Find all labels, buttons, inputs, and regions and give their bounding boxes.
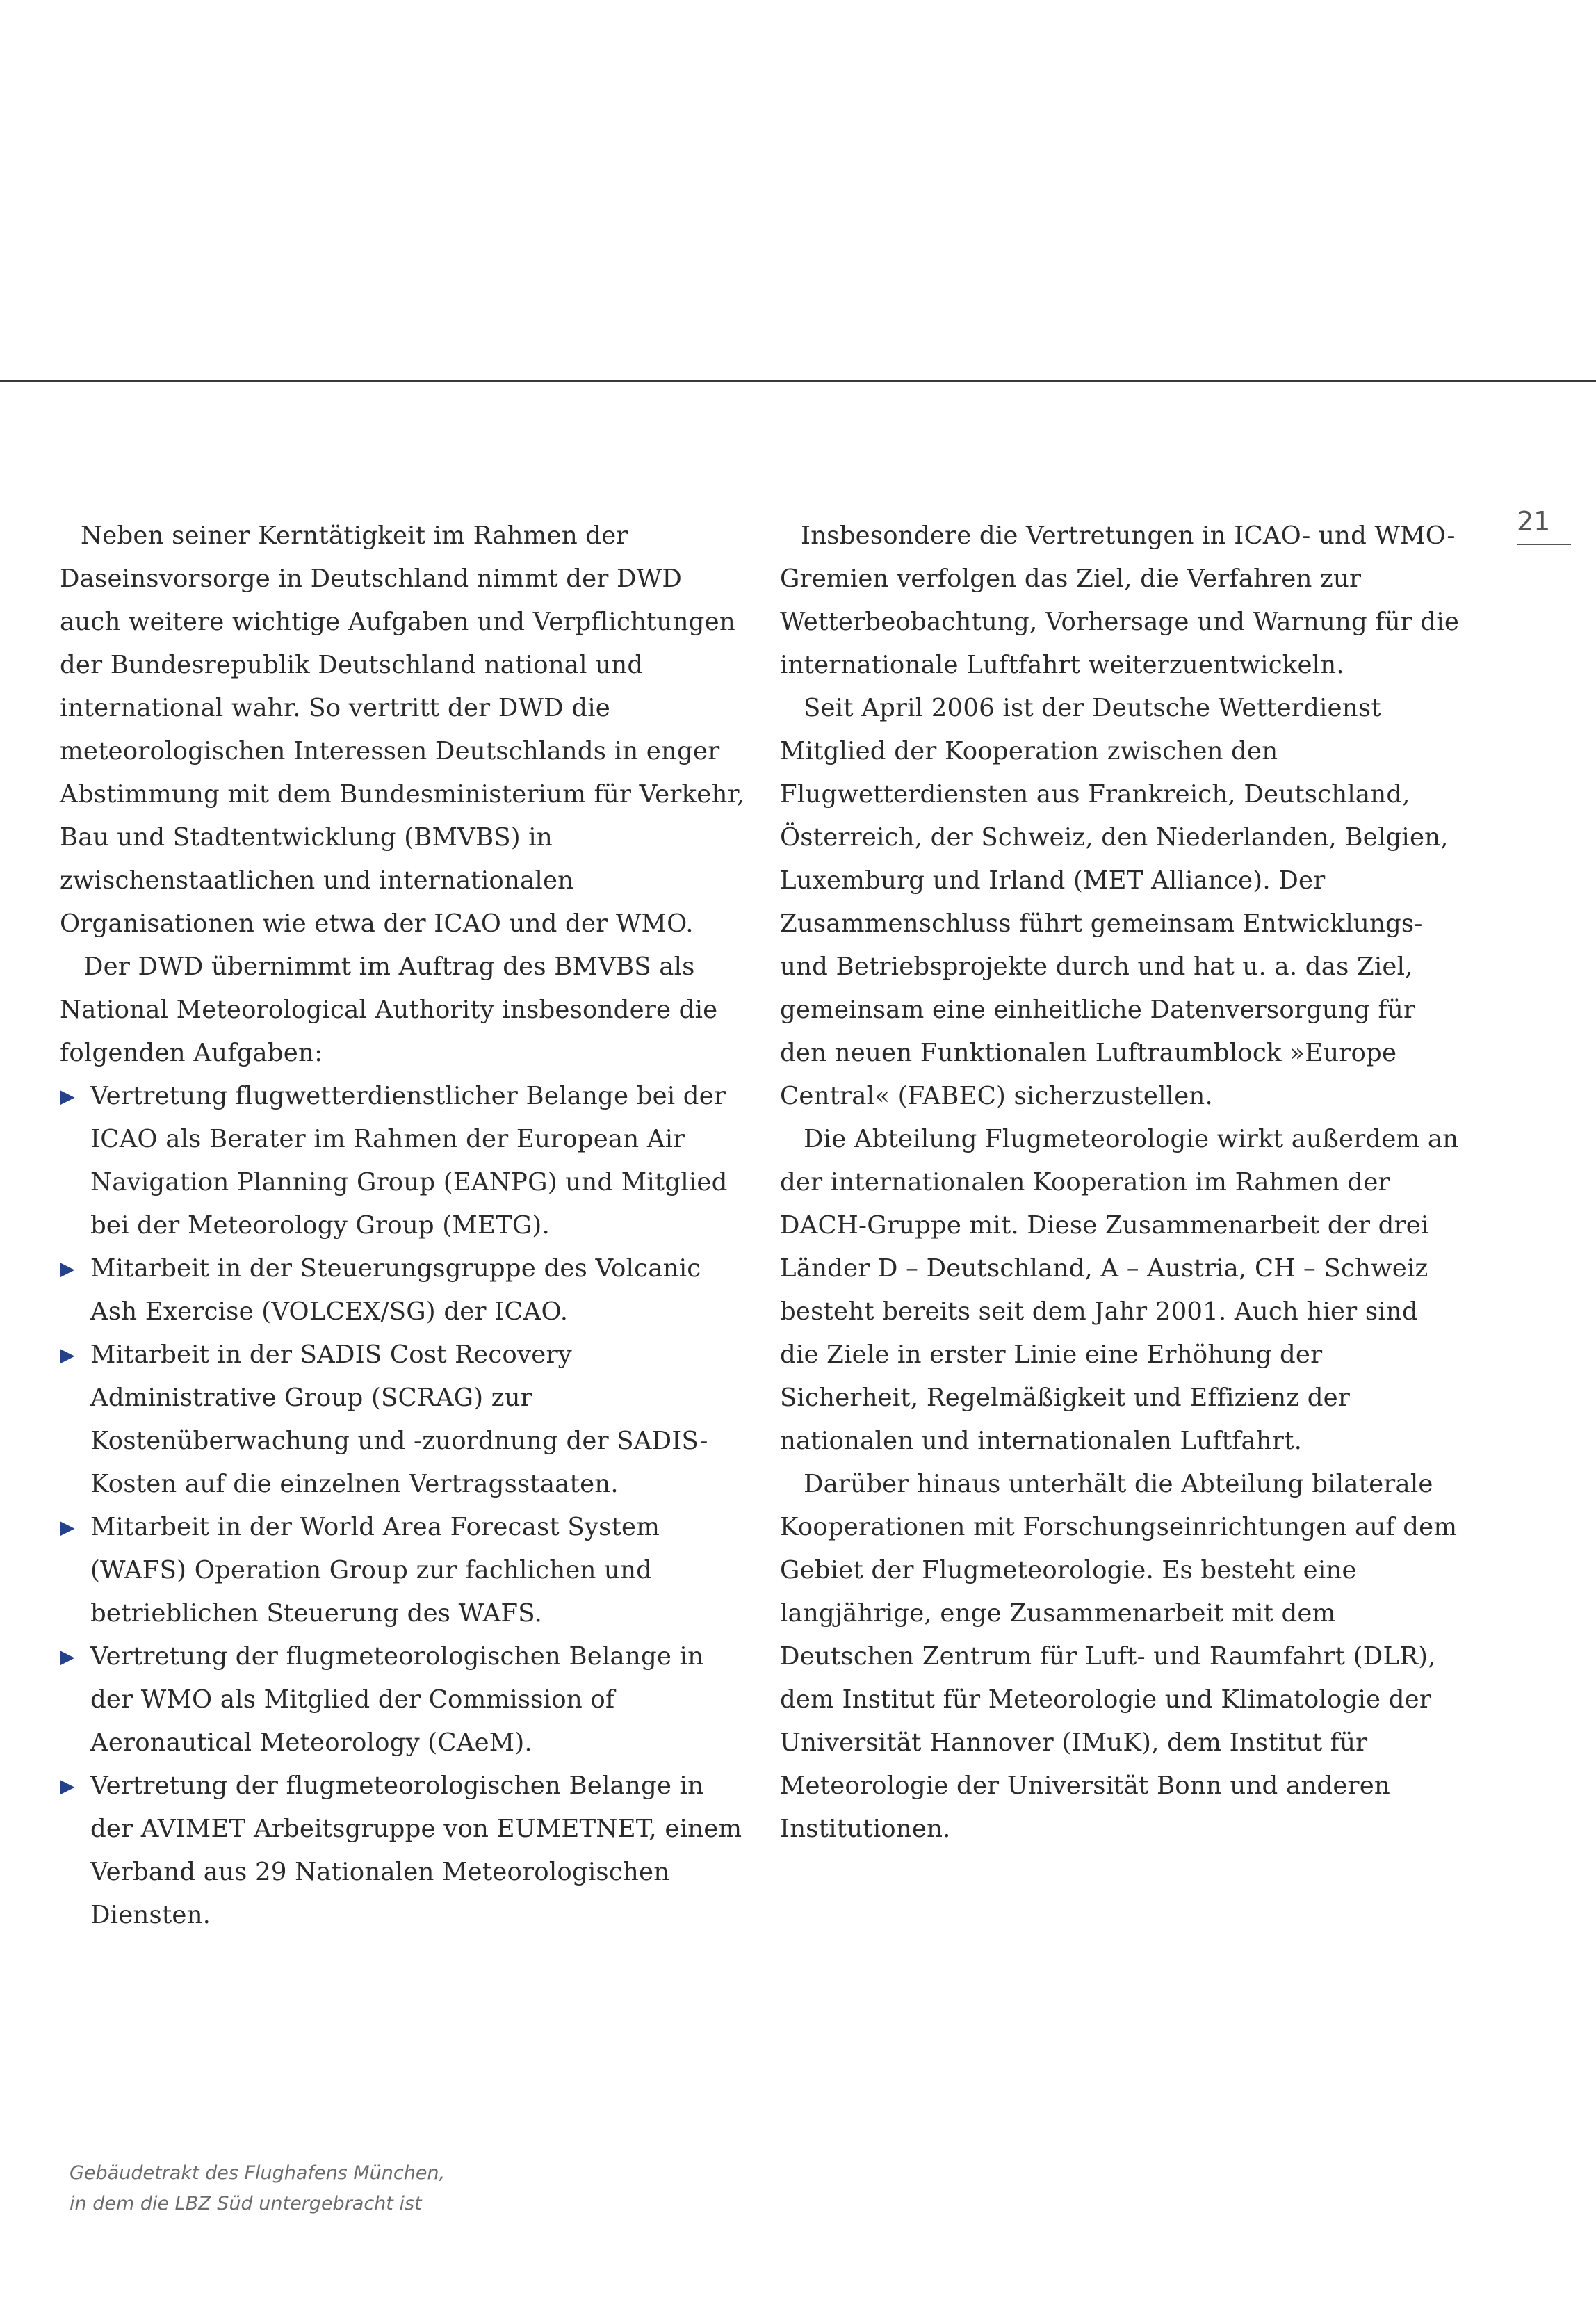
triangle-right-icon: ▶ [60,1343,75,1366]
list-item-text: Vertretung der flugmeteorologischen Belange in der AVIMET Arbeitsgruppe von EUMETNET, einem Verband aus 29 Nationalen Meteorologischen Diensten. [90,1772,742,1929]
paragraph: Seit April 2006 ist der Deutsche Wetterdienst Mitglied der Kooperation zwischen den Flugwetterdiensten aus Frankreich, Deutschland, Österreich, der Schweiz, den Niederlanden, Belgien, Luxemburg und Irland (MET Alliance). Der Zusammenschluss führt gemeinsam Entwicklungs- und Betriebsprojekte durch und hat u. a. das Ziel, gemeinsam eine einheitliche Datenversorgung für den neuen Funktionalen Luftraumblock »Europe Central« (FABEC) sicherzustellen. [780,694,1449,1110]
right-column [780,514,1461,1851]
paragraph: Der DWD übernimmt im Auftrag des BMVBS als National Meteorological Authority insbesondere die folgenden Aufgaben: [60,953,718,1067]
list-item-text: Mitarbeit in der World Area Forecast System (WAFS) Operation Group zur fachlichen und betrieblichen Steuerung des WAFS. [90,1513,660,1628]
left-column [60,514,749,1937]
task-list [60,1075,749,1937]
caption-line: in dem die LBZ Süd untergebracht ist [70,2193,422,2214]
list-item-text: Mitarbeit in der Steuerungsgruppe des Volcanic Ash Exercise (VOLCEX/SG) der ICAO. [90,1254,701,1326]
triangle-right-icon: ▶ [60,1257,75,1280]
caption-line: Gebäudetrakt des Flughafens München, [70,2162,446,2184]
paragraph: Die Abteilung Flugmeteorologie wirkt außerdem an der internationalen Kooperation im Rahmen der DACH-Gruppe mit. Diese Zusammenarbeit der drei Länder D – Deutschland, A – Austria, CH – Schweiz besteht bereits seit dem Jahr 2001. Auch hier sind die Ziele in erster Linie eine Erhöhung der Sicherheit, Regelmäßigkeit und Effizienz der nationalen und internationalen Luftfahrt. [780,1125,1459,1455]
paragraph: Insbesondere die Vertretungen in ICAO- und WMO-Gremien verfolgen das Ziel, die Verfahren zur Wetterbeobachtung, Vorhersage und Warnung für die internationale Luftfahrt weiterzuentwickeln. [780,521,1460,679]
list-item [60,1506,749,1635]
top-rule [0,380,1596,382]
paragraph: Neben seiner Kerntätigkeit im Rahmen der Daseinsvorsorge in Deutschland nimmt der DWD auch weitere wichtige Aufgaben und Verpflichtungen der Bundesrepublik Deutschland national und international wahr. So vertritt der DWD die meteorologischen Interessen Deutschlands in enger Abstimmung mit dem Bundesministerium für Verkehr, Bau und Stadtentwicklung (BMVBS) in zwischenstaatlichen und internationalen Organisationen wie etwa der ICAO und der WMO. [60,521,745,938]
paragraph: Darüber hinaus unterhält die Abteilung bilaterale Kooperationen mit Forschungseinrichtungen auf dem Gebiet der Flugmeteorologie. Es besteht eine langjährige, enge Zusammenarbeit mit dem Deutschen Zentrum für Luft- und Raumfahrt (DLR), dem Institut für Meteorologie und Klimatologie der Universität Hannover (IMuK), dem Institut für Meteorologie der Universität Bonn und anderen Institutionen. [780,1470,1458,1843]
list-item [60,1334,749,1506]
page-number: 21 [1517,506,1571,545]
list-item-text: Vertretung flugwetterdienstlicher Belange bei der ICAO als Berater im Rahmen der European Air Navigation Planning Group (EANPG) und Mitglied bei der Meteorology Group (METG). [90,1082,728,1240]
list-item-text: Vertretung der flugmeteorologischen Belange in der WMO als Mitglied der Commission of Aeronautical Meteorology (CAeM). [90,1642,704,1757]
triangle-right-icon: ▶ [60,1774,75,1797]
image-caption [70,2158,514,2219]
triangle-right-icon: ▶ [60,1516,75,1539]
triangle-right-icon: ▶ [60,1085,75,1108]
list-item [60,1635,749,1765]
list-item [60,1765,749,1937]
list-item [60,1247,749,1334]
list-item-text: Mitarbeit in der SADIS Cost Recovery Administrative Group (SCRAG) zur Kostenüberwachung und -zuordnung der SADIS-Kosten auf die einzelnen Vertragsstaaten. [90,1340,708,1498]
list-item [60,1075,749,1247]
triangle-right-icon: ▶ [60,1645,75,1668]
